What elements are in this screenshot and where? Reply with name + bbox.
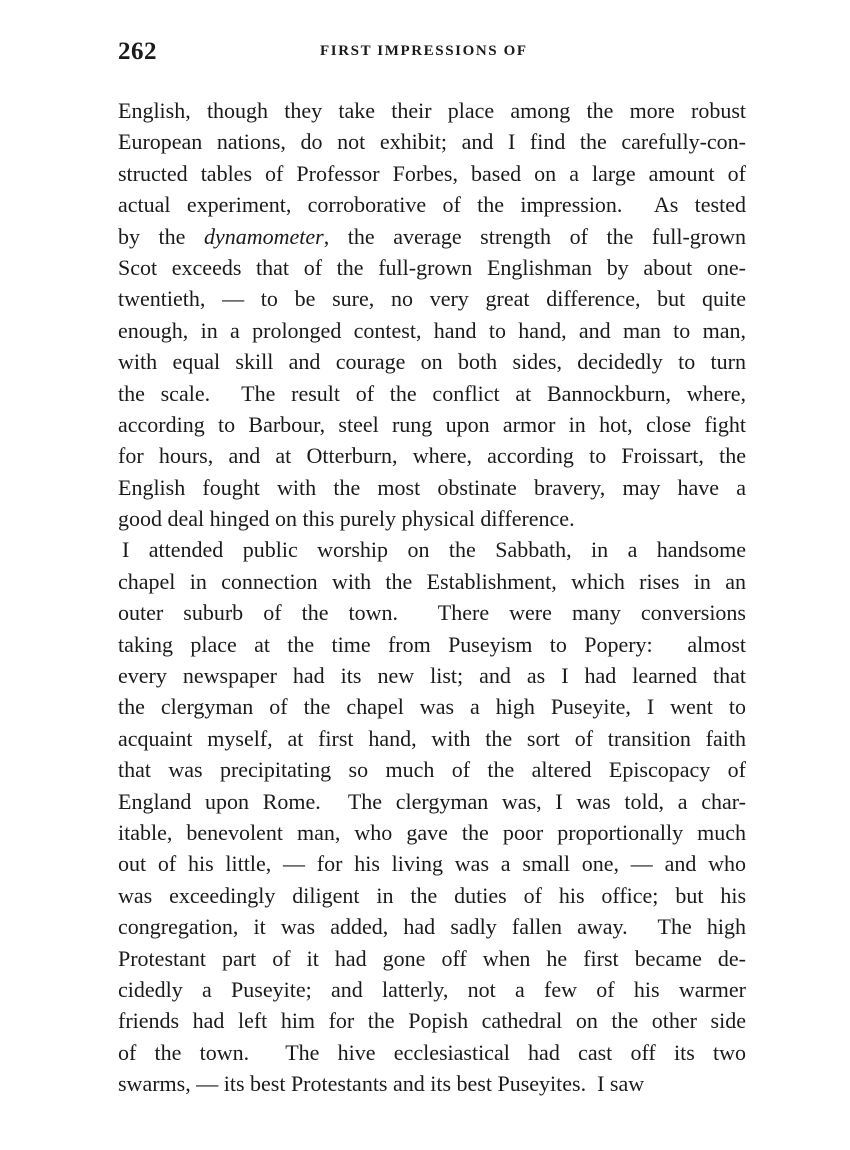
text-line xyxy=(118,1037,746,1068)
text-line xyxy=(118,189,746,220)
line-text: with equal skill and courage on both sides, decidedly to turn xyxy=(118,349,746,375)
text-line xyxy=(118,95,746,126)
line-text: English, though they take their place among the more robust xyxy=(118,98,746,123)
text-line xyxy=(118,252,746,283)
line-text: for hours, and at Otterburn, where, according to Froissart, the xyxy=(118,443,746,469)
text-line xyxy=(118,786,746,817)
line-text: acquaint myself, at first hand, with the sort of transition faith xyxy=(118,725,746,751)
text-line xyxy=(118,566,746,597)
text-line xyxy=(118,126,746,157)
text-line xyxy=(118,723,746,754)
text-line xyxy=(118,409,746,440)
text-line xyxy=(118,503,746,534)
text-line xyxy=(118,660,746,691)
text-line xyxy=(118,346,746,377)
text-line xyxy=(118,1005,746,1036)
line-text: friends had left him for the Popish cathedral on the other side xyxy=(118,1008,746,1034)
line-text: that was precipitating so much of the altered Episcopacy of xyxy=(118,757,746,783)
text-line xyxy=(118,943,746,974)
text-line xyxy=(118,1068,746,1099)
line-text: taking place at the time from Puseyism to Popery: almost xyxy=(118,631,746,657)
line-text: twentieth, — to be sure, no very great difference, but quite xyxy=(118,286,746,312)
text-line xyxy=(118,629,746,660)
text-line xyxy=(118,848,746,879)
line-text: every newspaper had its new list; and as I had learned that xyxy=(118,663,746,689)
text-line xyxy=(118,440,746,471)
line-text: the scale. The result of the conflict at Bannockburn, where, xyxy=(118,380,746,406)
line-text: of the town. The hive ecclesiastical had cast off its two xyxy=(118,1039,746,1065)
text-line xyxy=(118,378,746,409)
line-text: itable, benevolent man, who gave the poor proportionally much xyxy=(118,819,746,845)
line-text: swarms, — its best Protestants and its best Puseyites. I saw xyxy=(118,1071,645,1097)
text-line xyxy=(118,817,746,848)
body-text xyxy=(118,95,746,1100)
text-line xyxy=(118,880,746,911)
line-text: England upon Rome. The clergyman was, I was told, a char- xyxy=(118,788,746,814)
running-title: FIRST IMPRESSIONS OF xyxy=(320,43,528,59)
text-line xyxy=(118,158,746,189)
running-head xyxy=(118,38,758,70)
text-line xyxy=(118,315,746,346)
line-text: European nations, do not exhibit; and I find the carefully-con- xyxy=(118,129,746,155)
line-text: , the average strength of the full-grown xyxy=(323,223,746,249)
text-line xyxy=(118,754,746,785)
page-number: 262 xyxy=(118,38,157,65)
line-text: Protestant part of it had gone off when he first became de- xyxy=(118,945,746,971)
line-text: the clergyman of the chapel was a high Puseyite, I went to xyxy=(118,694,746,720)
line-text: chapel in connection with the Establishment, which rises in an xyxy=(118,568,746,594)
line-text: good deal hinged on this purely physical difference. xyxy=(118,506,575,532)
text-line xyxy=(118,974,746,1005)
text-line xyxy=(118,691,746,722)
line-text: cidedly a Puseyite; and latterly, not a few of his warmer xyxy=(118,976,746,1002)
line-text: I attended public worship on the Sabbath, in a handsome xyxy=(122,537,746,563)
line-text: English fought with the most obstinate bravery, may have a xyxy=(118,474,746,500)
line-text: structed tables of Professor Forbes, based on a large amount of xyxy=(118,160,746,186)
text-line xyxy=(118,597,746,628)
line-text: according to Barbour, steel rung upon armor in hot, close fight xyxy=(118,411,746,437)
line-text: outer suburb of the town. There were many conversions xyxy=(118,600,746,626)
text-line xyxy=(118,221,746,252)
line-text: Scot exceeds that of the full-grown Englishman by about one- xyxy=(118,254,746,280)
line-text: actual experiment, corroborative of the impression. As tested xyxy=(118,192,746,218)
line-text: out of his little, — for his living was a small one, — and who xyxy=(118,851,746,877)
line-text: by the xyxy=(118,223,204,249)
line-text: enough, in a prolonged contest, hand to hand, and man to man, xyxy=(118,317,746,343)
text-line xyxy=(118,534,746,565)
line-text: congregation, it was added, had sadly fallen away. The high xyxy=(118,914,746,940)
text-line xyxy=(118,911,746,942)
text-line xyxy=(118,283,746,314)
italic-term: dynamometer xyxy=(203,223,324,249)
line-text: was exceedingly diligent in the duties of his office; but his xyxy=(118,882,746,908)
text-line xyxy=(118,472,746,503)
